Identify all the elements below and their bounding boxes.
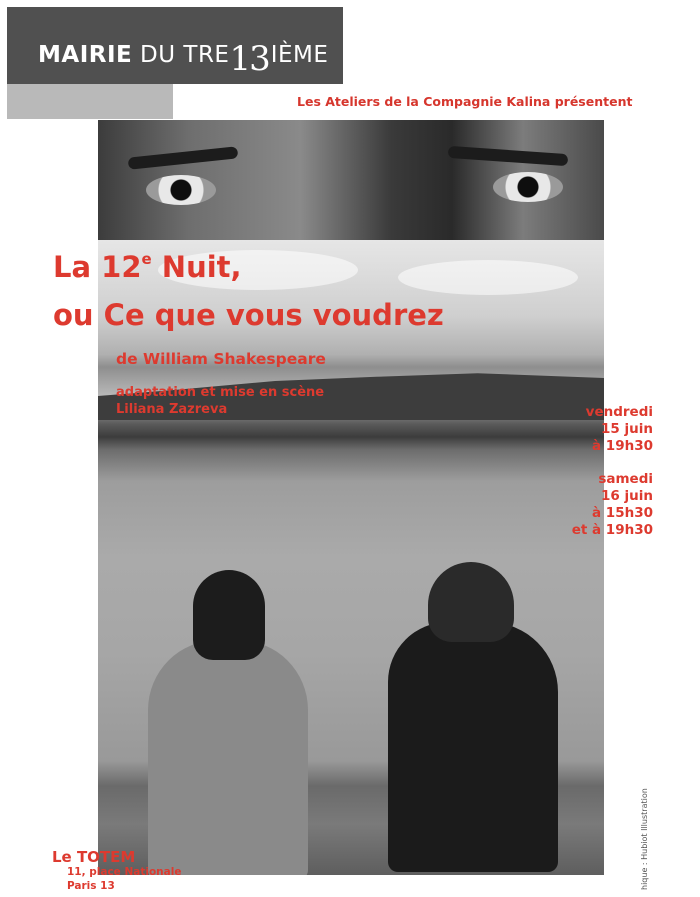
title-line-2: ou Ce que vous voudrez: [53, 298, 444, 332]
main-photo: [98, 240, 604, 875]
venue-name: Le TOTEM: [52, 848, 136, 866]
logo-ieme: IÈME: [270, 42, 329, 68]
date-time: à 19h30: [592, 438, 653, 454]
logo-du: DU: [140, 42, 176, 68]
venue-city: Paris 13: [67, 880, 115, 892]
adaptation-name: Liliana Zazreva: [116, 402, 228, 417]
logo-tre: TRE: [183, 42, 230, 68]
logo-mairie: MAIRIE: [38, 42, 133, 68]
presenter-line: Les Ateliers de la Compagnie Kalina présentent: [297, 94, 633, 109]
author: de William Shakespeare: [116, 350, 326, 368]
date-time: à 15h30: [592, 505, 653, 521]
title-line-1: La 12e Nuit,: [53, 250, 242, 284]
date-day: samedi: [598, 471, 653, 487]
date-date: 16 juin: [601, 488, 653, 504]
date-block-friday: [586, 404, 653, 455]
date-block-saturday: [572, 471, 653, 539]
eyes-photo: [98, 120, 604, 240]
date-date: 15 juin: [601, 421, 653, 437]
date-time: et à 19h30: [571, 522, 653, 538]
illustration-credit: hique : Hubiot Illustration: [640, 788, 649, 890]
venue-address: 11, place Nationale: [67, 866, 182, 878]
adaptation-label: adaptation et mise en scène: [116, 385, 325, 400]
logo-number: 13: [229, 39, 269, 79]
date-day: vendredi: [585, 404, 653, 420]
logo-light-block: [7, 84, 173, 119]
mairie-logo: [38, 39, 329, 79]
